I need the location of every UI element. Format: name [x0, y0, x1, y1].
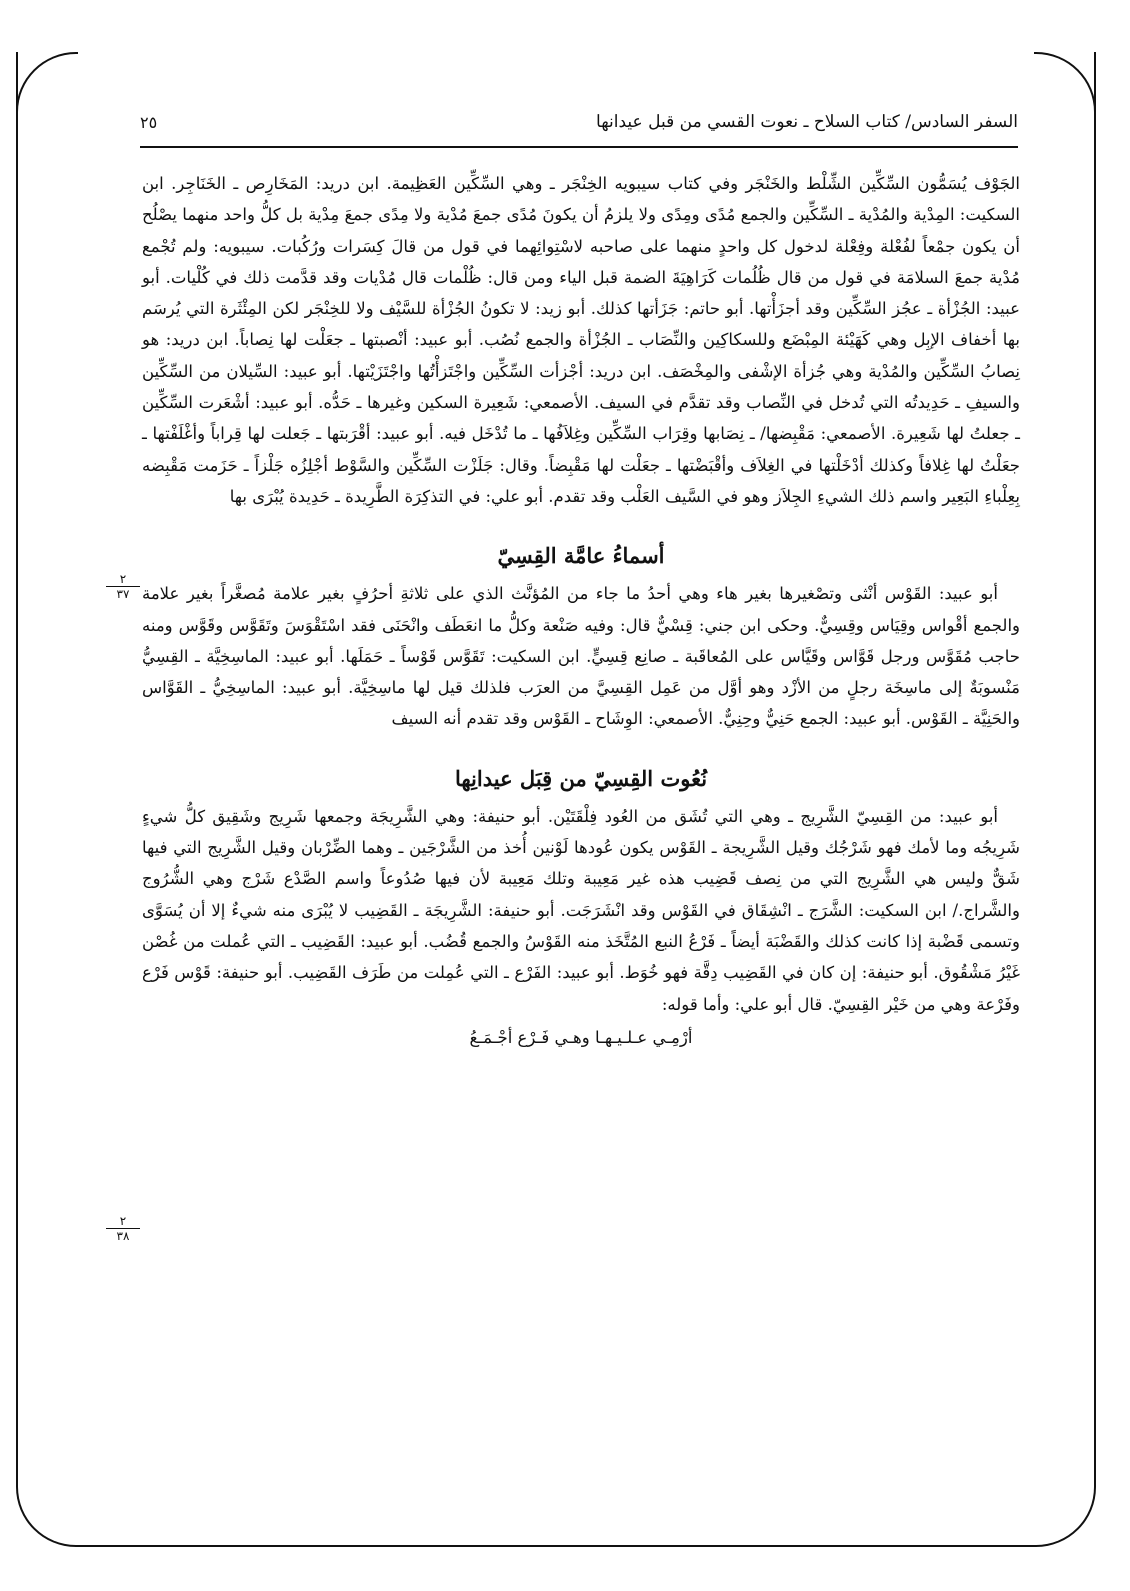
margin-note-numerator: ٢ — [106, 572, 140, 587]
paragraph-bow-woods: أبو عبيد: من القِسِيّ الشَّرِيج ـ وهي التي تُشَق من العُود فِلْقَتَيْن. أبو حنيفة: وهي الشَّرِيجَة وجمعها شَرِيج وشَقِيق كلُّ شيءٍ شَرِيجُه وما لأمك فهو شَرْجُك وقيل الشَّرِيجة ـ القَوْس يكون عُودها لَوْنين أُخذ من الشَّرْجَين ـ وهما الضِّرْبان وقيل الشَّرِيج التي فيها شَقٌّ وليس هي الشَّرِيج التي من نِصف قَضِيب هذه غير مَعِيبة وتلك مَعِيبة لأن فيها صُدُوعاً واسم الصَّدْع شَرْج وهي الشُّرُوج والشَّراج./ ابن السكيت: الشَّرَج ـ انْشِقَاق في القَوْس وقد انْشَرَجَت. أبو حنيفة: الشَّرِيجَة ـ القَضِيب لا يُبْرَى منه شيءٌ إلا أن يُسَوَّى وتسمى قَضْبة إذا كانت كذلك والقَضْبَة أيضاً ـ فَرْعُ النبع المُتَّخَذ منه القَوْسُ والجمع قُضُب. أبو عبيد: القَضِيب ـ التي عُملت من غُصْن غَيْرُ مَشْقُوق. أبو حنيفة: إن كان في القَضِيب دِقَّة فهو خُوَط. أبو عبيد: الفَرْع ـ التي عُمِلت من طَرَف القَضِيب. أبو حنيفة: قَوْس فَرْع وفَرْعة وهي من خَيْر القِسِيّ. قال أبو علي: وأما قوله: — [142, 806, 1020, 1014]
frame-corner-right — [1034, 52, 1096, 114]
margin-note-2 — [106, 1214, 140, 1243]
page-content — [142, 168, 1020, 1053]
heading-bow-woods: نُعُوت القِسِيّ من قِبَل عيدانِها — [454, 765, 708, 791]
running-title: السفر السادس/ كتاب السلاح ـ نعوت القسي من قبل عيدانها — [596, 112, 1018, 132]
frame-corner-left — [16, 52, 78, 114]
margin-note-1 — [106, 572, 140, 601]
margin-note-denominator: ٣٧ — [116, 587, 130, 601]
verse-line: أرْمِـي عـلـيـهـا وهـي فَـرْع أجْـمَـعُ — [469, 1027, 693, 1047]
margin-note-denominator: ٣٨ — [116, 1229, 130, 1243]
heading-bow-names: أسماءُ عامَّة القِسِيّ — [497, 543, 665, 569]
page-header — [140, 98, 1018, 148]
paragraph-knives: الجَوْف يُسَمُّون السِّكِّين الشِّلْط والخَنْجَر وفي كتاب سيبويه الخِنْجَر ـ وهي السِّكِّين العَظِيمة. ابن دريد: المَخَارِص ـ الخَنَاجِر. ابن السكيت: المِدْية والمُدْية ـ السِّكِّين والجمع مُدًى ومِدًى ولا يلزمُ أن يكونَ مُدًى جمعَ مُدْية ولا مِدًى جمعَ مِدْية بل كلُّ واحد منهما يصْلُح أن يكون جمْعاً لفُعْلة وفِعْلة لدخول كل واحدٍ منهما على صاحبه لاسْتِوائِهما في قول من قالَ كِسَرات ورُكُبات. سيبويه: ولم تُجْمع مُدْية جمعَ السلامَة في قول من قال ظُلُمات كَرَاهِيَةَ الضمة قبل الياء ومن قال: ظُلْمات قال مُدْيات وقد قدَّمت ذلك في كُلْيات. أبو عبيد: الجُزْأة ـ عجُز السِّكِّين وقد أجزَأْتها. أبو حاتم: جَزَأتها كذلك. أبو زيد: لا تكونُ الجُزْأة للسَّيْف ولا للخِنْجَر لكن المِئْثَرة التي يُرسَم بها أخفاف الإبِل وهي كَهَيْئة المِبْضَع وللسكاكِين والنِّصَاب ـ الجُزْأة والجمع نُصُب. أبو عبيد: أنْصبتها ـ جعَلْت لها نِصاباً. ابن دريد: هو نِصابُ السِّكِّين والمُدْية وهي جُزأة الإشْفى والمِخْصَف. ابن دريد: أجْزأت السِّكِّين واجْتَزأْتُها واجْتَزَيْتها. أبو عبيد: السِّيلان من السِّكِّين والسيفِ ـ حَدِيدتُه التي تُدخل في النِّصاب وقد تقدَّم في السيف. الأصمعي: شَعِيرة السكين وغيرها ـ حَدُّه. أبو عبيد: أشْعَرت السِّكِّين ـ جعلتُ لها شَعِيرة. الأصمعي: مَقْبِضها/ ـ نِصَابها وقِرَاب السِّكِّين وغِلاَفُها ـ ما تُدْخَل فيه. أبو عبيد: أقْرَبتها ـ جَعلت لها قِراباً وأغْلَفْتها ـ جعَلْتُ لها غِلافاً وكذلك أدْخَلْتها في الغِلاَف وأقْبَضْتها ـ جعَلْت لها مَقْبِضاً. وقال: جَلَزْت السِّكِّين والسَّوْط أجْلِزُه جَلْزاً ـ حَزَمت مَقْبِضه بِعِلْباءِ البَعِير واسم ذلك الشيءِ الجِلاَز وهو في السَّيف العَلْب وقد تقدم. أبو علي: في التذكِرَة الطَّرِيدة ـ حَدِيدة يُبْرَى بها — [142, 174, 1020, 506]
paragraph-bow-names: أبو عبيد: القَوْس أنْثى وتصْغيرها بغير هاء وهي أحدُ ما جاء من المُؤنَّث الذي على ثلاثةِ أحرُفٍ بغير علامة مُصغَّراً بغير علامة والجمع أقْواس وقِيَاس وقِسِيٌّ. وحكى ابن جني: قِسْيٌّ قال: وفيه صَنْعة وكلُّ ما انعَطَف وانْحَنَى فقد اسْتَقْوَسَ وتَقَوَّس وقَوَّس ومنه حاجب مُقَوَّس ورجل قَوَّاس وقَيَّاس على المُعاقَبة ـ صانِع قِسِيٍّ. ابن السكيت: تَقَوَّس قَوْساً ـ حَمَلَها. أبو عبيد: الماسِخِيَّة ـ القِسِيُّ مَنْسوبَةٌ إلى ماسِخَة رجلٍ من الأزْد وهو أوَّل من عَمِل القِسِيَّ من العرَب فلذلك قيل لها ماسِخِيَّة. أبو عبيد: الماسِخِيُّ ـ القَوَّاس والحَنِيَّة ـ القَوْس. أبو عبيد: الجمع حَنِيٌّ وحِنِيٌّ. الأصمعي: الوِشَاح ـ القَوْس وقد تقدم أنه السيف — [142, 584, 1020, 729]
page-number: ٢٥ — [140, 112, 158, 132]
margin-note-numerator: ٢ — [106, 1214, 140, 1229]
